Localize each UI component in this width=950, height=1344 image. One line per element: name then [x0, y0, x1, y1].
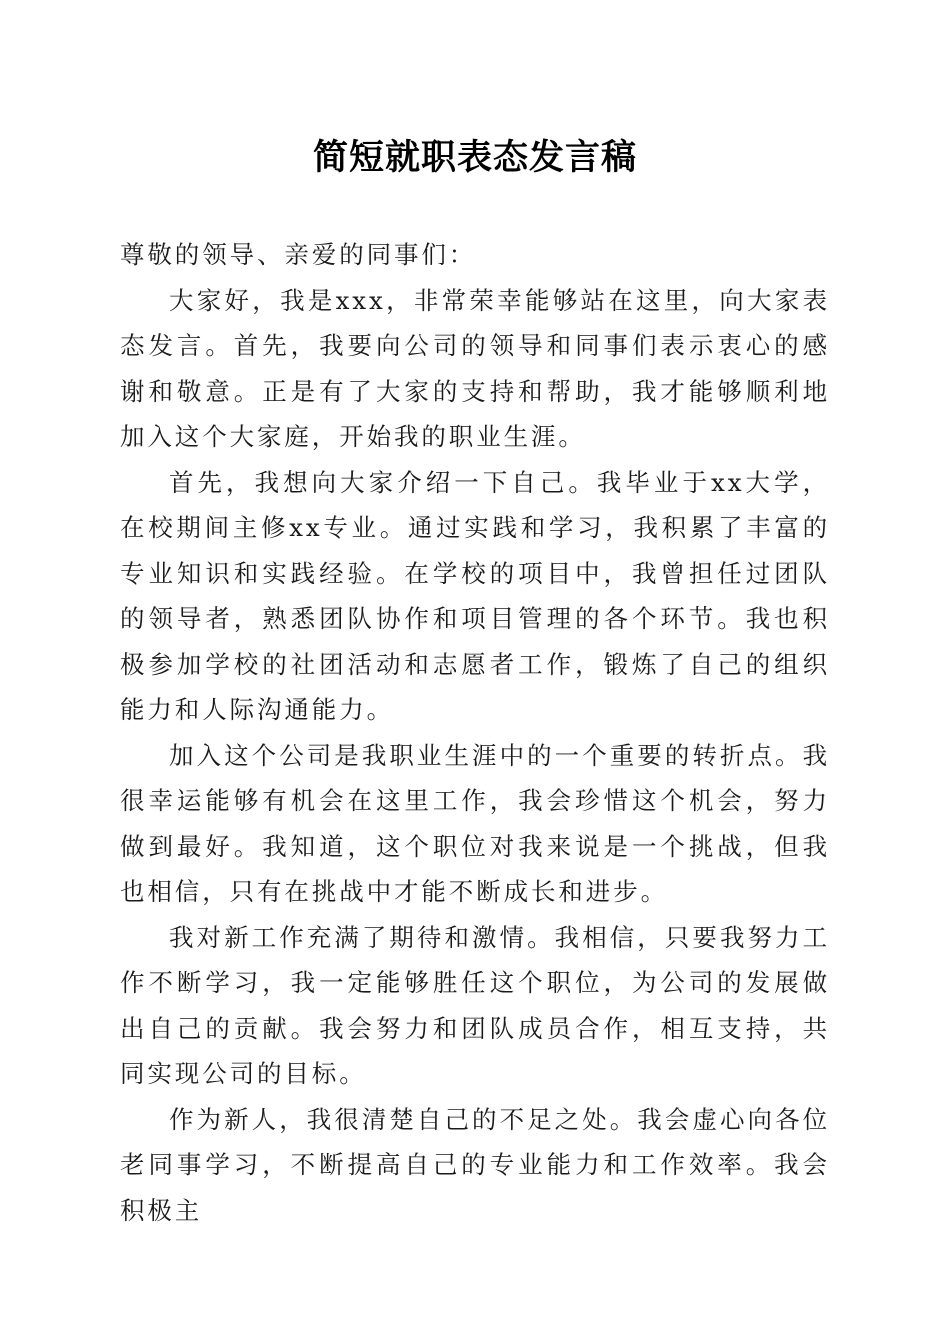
document-body [120, 232, 830, 1233]
paragraph-intro: 大家好，我是xxx，非常荣幸能够站在这里，向大家表态发言。首先，我要向公司的领导和同事们表示衷心的感谢和敬意。正是有了大家的支持和帮助，我才能够顺利地加入这个大家庭，开始我的职业生涯。 [120, 285, 830, 451]
paragraph-shortcomings: 作为新人，我很清楚自己的不足之处。我会虚心向各位老同事学习，不断提高自己的专业能力和工作效率。我会积极主 [120, 1104, 830, 1225]
paragraph-expectations: 我对新工作充满了期待和激情。我相信，只要我努力工作不断学习，我一定能够胜任这个职位，为公司的发展做出自己的贡献。我会努力和团队成员合作，相互支持，共同实现公司的目标。 [120, 922, 830, 1088]
document-title: 简短就职表态发言稿 [312, 137, 637, 178]
salutation: 尊敬的领导、亲爱的同事们： [120, 240, 477, 269]
paragraph-self-introduction: 首先，我想向大家介绍一下自己。我毕业于xx大学，在校期间主修xx专业。通过实践和学习，我积累了丰富的专业知识和实践经验。在学校的项目中，我曾担任过团队的领导者，熟悉团队协作和项目管理的各个环节。我也积极参加学校的社团活动和志愿者工作，锻炼了自己的组织能力和人际沟通能力。 [120, 467, 830, 724]
paragraph-turning-point: 加入这个公司是我职业生涯中的一个重要的转折点。我很幸运能够有机会在这里工作，我会珍惜这个机会，努力做到最好。我知道，这个职位对我来说是一个挑战，但我也相信，只有在挑战中才能不断成长和进步。 [120, 740, 830, 906]
